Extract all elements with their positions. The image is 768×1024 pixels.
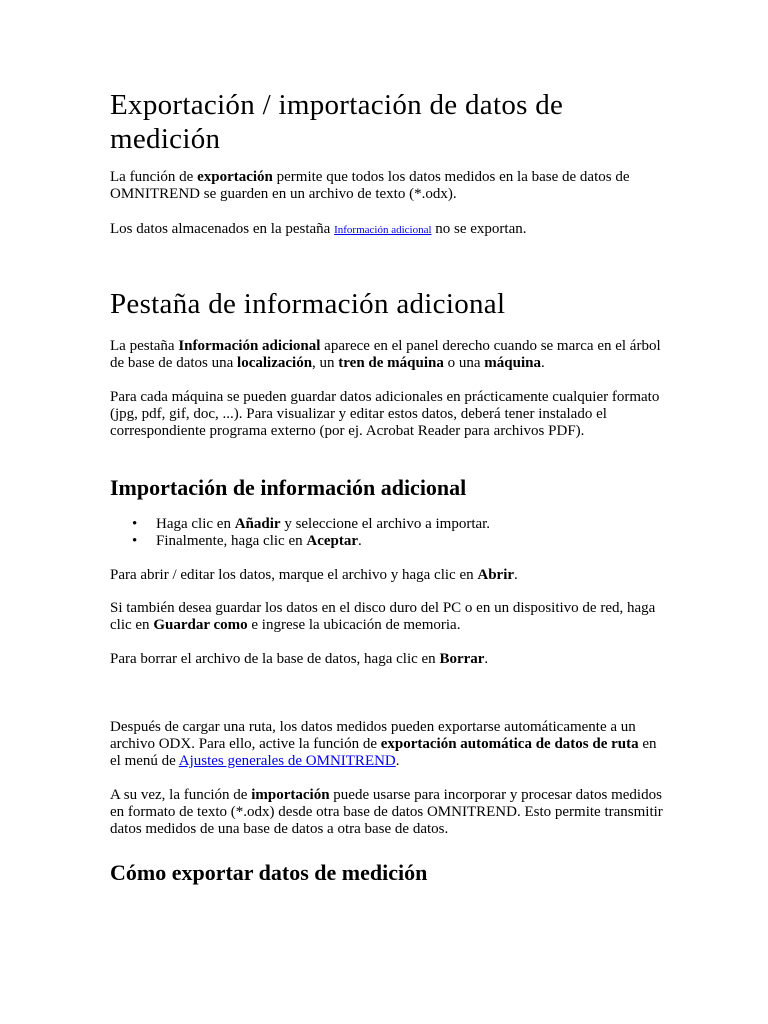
link-informacion-adicional[interactable]: Información adicional xyxy=(334,224,432,236)
paragraph-file-formats: Para cada máquina se pueden guardar datos adicionales en prácticamente cualquier formato (jpg, pdf, gif, doc, ...). Para visualizar y editar estos datos, deberá tener instalado el correspondiente programa externo (por ej. Acrobat Reader para archivos PDF). xyxy=(110,389,660,439)
paragraph-open-edit: Para abrir / editar los datos, marque el archivo y haga clic en Abrir. xyxy=(110,567,518,583)
paragraph-auto-export: Después de cargar una ruta, los datos medidos pueden exportarse automáticamente a un archivo ODX. Para ello, active la función de exportación automática de datos de ruta en el menú de Ajustes generales de OMNITREND. xyxy=(110,719,657,769)
heading-import-additional-info: Importación de información adicional xyxy=(110,475,467,500)
paragraph-save-as: Si también desea guardar los datos en el disco duro del PC o en un dispositivo de red, haga clic en Guardar como e ingrese la ubicación de memoria. xyxy=(110,600,656,633)
import-steps-list xyxy=(110,516,490,550)
paragraph-import-function: A su vez, la función de importación puede usarse para incorporar y procesar datos medidos en formato de texto (*.odx) desde otra base de datos OMNITREND. Esto permite transmitir datos medidos de una base de datos a otra base de datos. xyxy=(110,787,663,837)
list-item: • Haga clic en Añadir y seleccione el archivo a importar. xyxy=(132,516,491,532)
heading-additional-info-tab: Pestaña de información adicional xyxy=(110,288,506,320)
heading-export-import: Exportación / importación de datos de medición xyxy=(110,89,564,155)
link-ajustes-generales[interactable]: Ajustes generales de OMNITREND xyxy=(178,753,396,769)
bullet-icon: • xyxy=(132,533,138,549)
paragraph-not-exported: Los datos almacenados en la pestaña Información adicional no se exportan. xyxy=(110,221,527,237)
list-item: • Finalmente, haga clic en Aceptar. xyxy=(132,533,362,549)
heading-how-to-export: Cómo exportar datos de medición xyxy=(110,860,428,885)
paragraph-tab-description: La pestaña Información adicional aparece en el panel derecho cuando se marca en el árbol de base de datos una localización, un tren de máquina o una máquina. xyxy=(110,338,661,371)
paragraph-export-function: La función de exportación permite que todos los datos medidos en la base de datos de OMNITREND se guarden en un archivo de texto (*.odx). xyxy=(110,169,630,202)
paragraph-delete: Para borrar el archivo de la base de datos, haga clic en Borrar. xyxy=(110,651,489,667)
bullet-icon: • xyxy=(132,516,138,532)
